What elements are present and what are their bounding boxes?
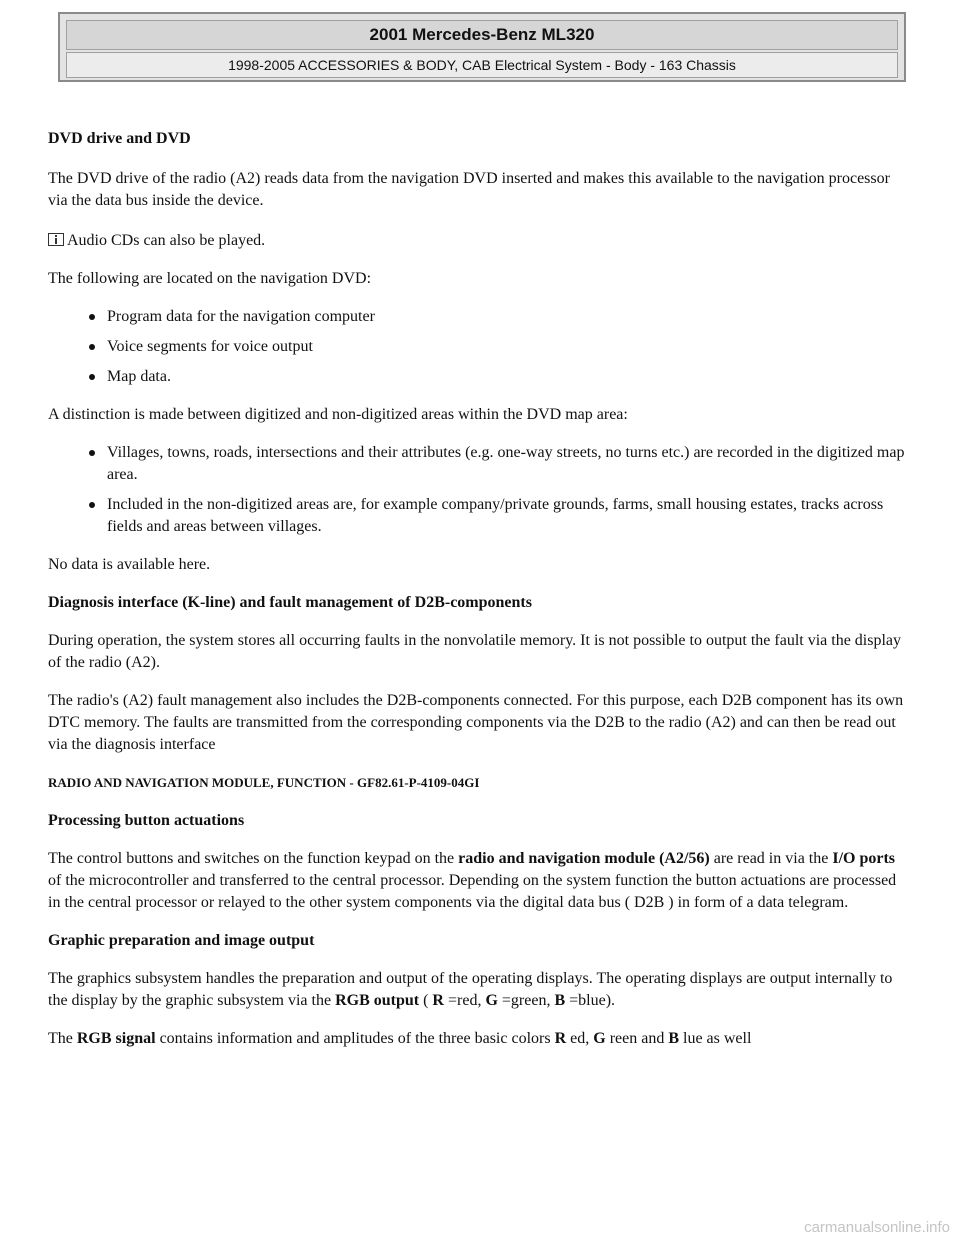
paragraph-diagnosis-1: During operation, the system stores all occurring faults in the nonvolatile memory. It is not possible to output the fault via the display of the radio (A2). [48,632,902,671]
text-run: reen and [605,1030,669,1047]
list-item: Voice segments for voice output [48,336,908,358]
text-run: The [48,1030,77,1047]
bold-run: G [593,1030,606,1047]
text-run: =red, [443,992,486,1009]
text-run: lue as well [679,1030,752,1047]
list-map-areas [48,442,908,538]
watermark: carmanualsonline.info [804,1219,950,1236]
heading-graphic: Graphic preparation and image output [48,932,315,949]
heading-module-function: RADIO AND NAVIGATION MODULE, FUNCTION - GF82.61-P-4109-04GI [48,775,480,790]
document-header [58,12,906,82]
list-item: Program data for the navigation computer [48,306,908,328]
text-run: The control buttons and switches on the function keypad on the [48,850,459,867]
heading-processing: Processing button actuations [48,812,245,829]
list-dvd-contents [48,306,908,388]
text-run: are read in via the [709,850,833,867]
bold-run: R [554,1030,567,1047]
note-paragraph [48,230,908,252]
list-item: Map data. [48,366,908,388]
heading-dvd-drive: DVD drive and DVD [48,130,191,147]
paragraph-diagnosis-2: The radio's (A2) fault management also includes the D2B-components connected. For this purpose, each D2B component has its own DTC memory. The faults are transmitted from the corresponding components via the D2B to the radio (A2) and can then be read out via the diagnosis interface [48,692,904,753]
heading-diagnosis: Diagnosis interface (K-line) and fault management of D2B-components [48,594,532,611]
list-item: Villages, towns, roads, intersections and their attributes (e.g. one-way streets, no turns etc.) are recorded in the digitized map area. [48,442,908,486]
note-text: Audio CDs can also be played. [67,232,266,249]
paragraph-no-data: No data is available here. [48,556,211,573]
paragraph-following: The following are located on the navigation DVD: [48,270,372,287]
paragraph-distinction: A distinction is made between digitized and non-digitized areas within the DVD map area: [48,406,628,423]
bold-run: radio and navigation module (A2/56) [458,850,710,867]
paragraph-graphic [48,968,908,1012]
text-run: ed, [566,1030,594,1047]
bold-run: B [668,1030,679,1047]
document-body [48,128,908,1050]
note-icon [48,233,64,246]
text-run: =green, [497,992,555,1009]
paragraph-rgb [48,1028,908,1050]
bold-run: G [485,992,498,1009]
bold-run: I/O ports [832,850,896,867]
bold-run: R [432,992,444,1009]
document-subtitle: 1998-2005 ACCESSORIES & BODY, CAB Electrical System - Body - 163 Chassis [66,52,898,78]
paragraph-dvd-drive: The DVD drive of the radio (A2) reads data from the navigation DVD inserted and makes this available to the navigation processor via the data bus inside the device. [48,170,890,209]
list-item: Included in the non-digitized areas are, for example company/private grounds, farms, small housing estates, tracks across fields and areas between villages. [48,494,908,538]
paragraph-processing [48,848,908,914]
text-run: ( [419,992,433,1009]
text-run: of the microcontroller and transferred to the central processor. Depending on the system function the button actuations are processed in the central processor or relayed to the other system components via the digital data bus ( D2B ) in form of a data telegram. [48,872,897,911]
text-run: The graphics subsystem handles the preparation and output of the operating displays. The operating displays are output internally to the display by the graphic subsystem via the [48,970,893,1009]
text-run: =blue). [565,992,616,1009]
text-run: contains information and amplitudes of the three basic colors [155,1030,555,1047]
bold-run: B [554,992,566,1009]
bold-run: RGB output [335,992,420,1009]
bold-run: RGB signal [76,1030,156,1047]
document-title: 2001 Mercedes-Benz ML320 [66,20,898,50]
